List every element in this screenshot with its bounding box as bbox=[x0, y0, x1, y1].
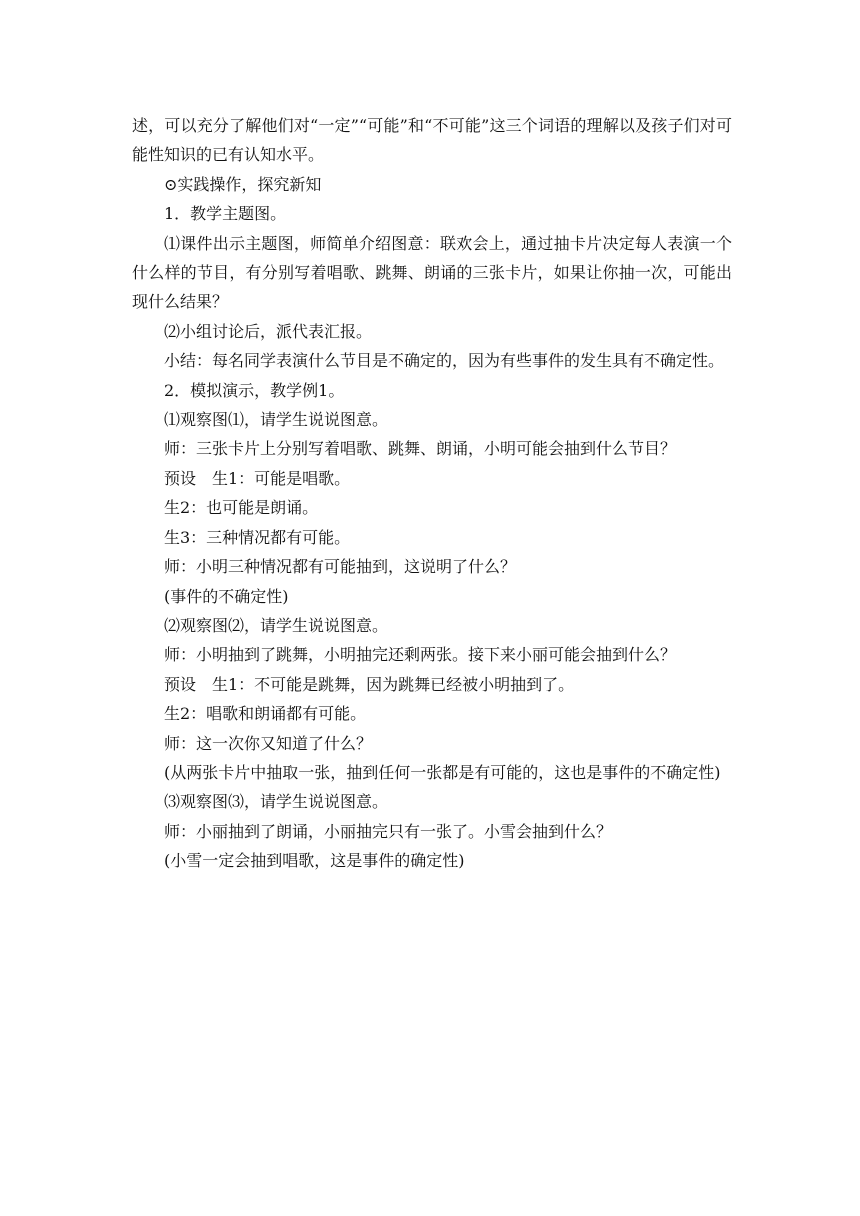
paragraph-note-1: (事件的不确定性) bbox=[164, 586, 289, 606]
paragraph-summary: 小结：每名同学表演什么节目是不确定的，因为有些事件的发生具有不确定性。 bbox=[164, 351, 725, 371]
paragraph-note-3: (小雪一定会抽到唱歌，这是事件的确定性) bbox=[164, 851, 465, 871]
paragraph-student-1a: 预设 生1：可能是唱歌。 bbox=[164, 468, 351, 488]
paragraph-teacher-1: 师：三张卡片上分别写着唱歌、跳舞、朗诵，小明可能会抽到什么节目？ bbox=[164, 439, 677, 459]
section-heading-practice: ⊙实践操作，探究新知 bbox=[164, 174, 322, 194]
paragraph-intro-continuation: 述，可以充分了解他们对“一定”“可能”和“不可能”这三个词语的理解以及孩子们对可能性知识的已有认知水平。 bbox=[132, 116, 732, 165]
document-body bbox=[132, 111, 732, 876]
paragraph-courseware: ⑴课件出示主题图，师简单介绍图意：联欢会上，通过抽卡片决定每人表演一个什么样的节目，有分别写着唱歌、跳舞、朗诵的三张卡片，如果让你抽一次，可能出现什么结果？ bbox=[132, 233, 732, 312]
paragraph-teacher-2: 师：小明抽到了跳舞，小明抽完还剩两张。接下来小丽可能会抽到什么？ bbox=[164, 645, 677, 665]
paragraph-student-2b: 生2：唱歌和朗诵都有可能。 bbox=[164, 704, 367, 724]
step-heading-1: 1．教学主题图。 bbox=[164, 204, 287, 224]
step-heading-2: 2．模拟演示，教学例1。 bbox=[164, 380, 345, 400]
paragraph-student-2a: 预设 生1：不可能是跳舞，因为跳舞已经被小明抽到了。 bbox=[164, 674, 575, 694]
paragraph-note-2: (从两张卡片中抽取一张，抽到任何一张都是有可能的，这也是事件的不确定性) bbox=[164, 762, 721, 782]
paragraph-teacher-1b: 师：小明三种情况都有可能抽到，这说明了什么？ bbox=[164, 557, 517, 577]
paragraph-teacher-2b: 师：这一次你又知道了什么？ bbox=[164, 733, 373, 753]
paragraph-observe-1: ⑴观察图⑴，请学生说说图意。 bbox=[164, 410, 389, 430]
paragraph-student-1b: 生2：也可能是朗诵。 bbox=[164, 498, 319, 518]
paragraph-observe-2: ⑵观察图⑵，请学生说说图意。 bbox=[164, 615, 389, 635]
paragraph-student-1c: 生3：三种情况都有可能。 bbox=[164, 527, 351, 547]
paragraph-group-discussion: ⑵小组讨论后，派代表汇报。 bbox=[164, 321, 373, 341]
paragraph-teacher-3: 师：小丽抽到了朗诵，小丽抽完只有一张了。小雪会抽到什么？ bbox=[164, 821, 613, 841]
paragraph-observe-3: ⑶观察图⑶，请学生说说图意。 bbox=[164, 792, 389, 812]
